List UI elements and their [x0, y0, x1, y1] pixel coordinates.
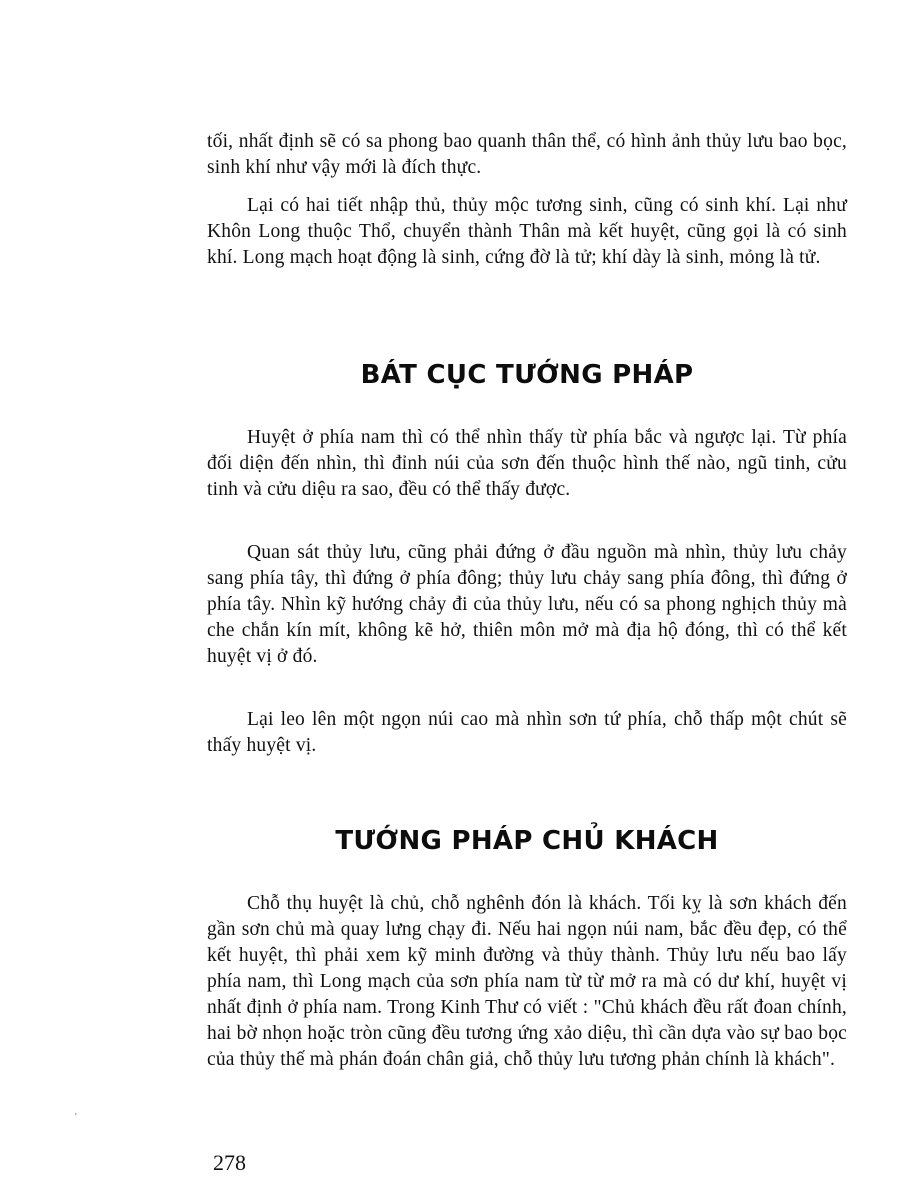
- paragraph: Chỗ thụ huyệt là chủ, chỗ nghênh đón là khách. Tối kỵ là sơn khách đến gần sơn chủ mà quay lưng chạy đi. Nếu hai ngọn núi nam, bắc đều đẹp, có thể kết huyệt, thì phải xem kỹ minh đường và thủy thành. Thủy lưu nếu bao lấy phía nam, thì Long mạch của sơn phía nam từ từ mở ra mà có dư khí, huyệt vị nhất định ở phía nam. Trong Kinh Thư có viết : "Chủ khách đều rất đoan chính, hai bờ nhọn hoặc tròn cũng đều tương ứng xảo diệu, thì cần dựa vào sự bao bọc của thủy thế mà phán đoán chân giả, chỗ thủy lưu tương phản chính là khách".: [207, 893, 847, 1070]
- section-heading-bat-cuc: BÁT CỤC TƯỚNG PHÁP: [360, 360, 694, 390]
- page-number: 278: [213, 1150, 246, 1175]
- section1-paragraph-3: [207, 707, 847, 759]
- intro-paragraph-2: [207, 193, 847, 271]
- paragraph: tối, nhất định sẽ có sa phong bao quanh thân thể, có hình ảnh thủy lưu bao bọc, sinh khí như vậy mới là đích thực.: [207, 131, 847, 178]
- section1-paragraph-1: [207, 425, 847, 503]
- section2-paragraph-1: [207, 891, 847, 1073]
- paragraph: Lại có hai tiết nhập thủ, thủy mộc tương sinh, cũng có sinh khí. Lại như Khôn Long thuộc Thổ, chuyển thành Thân mà kết huyệt, cũng gọi là có sinh khí. Long mạch hoạt động là sinh, cứng đờ là tử; khí dày là sinh, mỏng là tử.: [207, 195, 847, 268]
- scan-speck: ': [75, 1112, 77, 1123]
- section-heading-chu-khach: TƯỚNG PHÁP CHỦ KHÁCH: [335, 826, 719, 856]
- intro-continuation: [207, 129, 847, 181]
- paragraph: Lại leo lên một ngọn núi cao mà nhìn sơn tứ phía, chỗ thấp một chút sẽ thấy huyệt vị.: [207, 709, 847, 756]
- section1-paragraph-2: [207, 540, 847, 670]
- paragraph: Huyệt ở phía nam thì có thể nhìn thấy từ phía bắc và ngược lại. Từ phía đối diện đến nhìn, thì đỉnh núi của sơn đến thuộc hình thế nào, ngũ tinh, cửu tinh và cửu diệu ra sao, đều có thể thấy được.: [207, 427, 847, 500]
- paragraph: Quan sát thủy lưu, cũng phải đứng ở đầu nguồn mà nhìn, thủy lưu chảy sang phía tây, thì đứng ở phía đông; thủy lưu chảy sang phía đông, thì đứng ở phía tây. Nhìn kỹ hướng chảy đi của thủy lưu, nếu có sa phong nghịch thủy mà che chắn kín mít, không kẽ hở, thiên môn mở mà địa hộ đóng, thì có thể kết huyệt vị ở đó.: [207, 542, 847, 667]
